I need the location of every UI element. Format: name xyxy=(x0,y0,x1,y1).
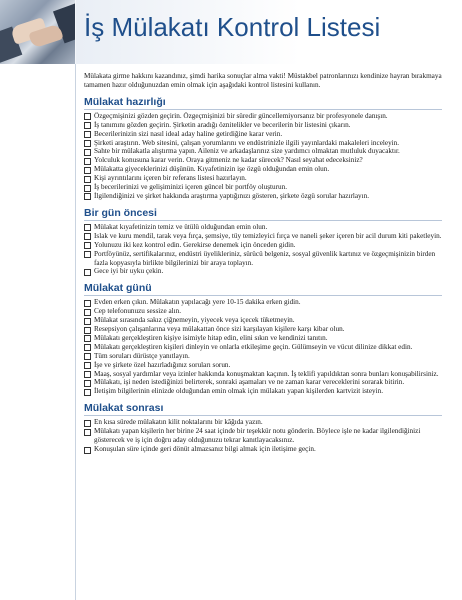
checklist-item xyxy=(84,192,442,201)
checklist-item-text: Mülakatı gerçekleştiren kişileri dinleyin ve onlarla etkileşime geçin. Gülümseyin ve vücut dilinize dikkat edin. xyxy=(94,342,413,351)
checklist-item-text: Islak ve kuru mendil, tarak veya fırça, şemsiye, tüy temizleyici fırça ve naneli şeker içeren bir acil durum kiti paketleyin. xyxy=(94,231,442,240)
checklist-item-text: Şirketi araştırın. Web sitesini, çalışan yorumlarını ve endüstrinizle ilgili yayınlardaki makaleleri inceleyin. xyxy=(94,138,400,147)
checkbox-icon[interactable] xyxy=(84,251,91,258)
handshake-photo xyxy=(0,0,75,64)
checklist-sections xyxy=(84,96,442,454)
checkbox-icon[interactable] xyxy=(84,380,91,387)
checklist-item-text: Yolculuk konusuna karar verin. Oraya gitmeniz ne kadar sürecek? Nasıl seyahat edeceksiniz? xyxy=(94,156,363,165)
checklist-item-text: Portföyünüz, sertifikalarınız, endüstri üyelikleriniz, sürücü belgeniz, sosyal güvenlik kartınız ve özgeçmişinizin birden fazla kopyasıyla birlikte bilgilerinizi bir araya toplayın. xyxy=(94,249,436,267)
checkbox-icon[interactable] xyxy=(84,193,91,200)
checklist-item-text: Evden erken çıkın. Mülakatın yapılacağı yere 10-15 dakika erken gidin. xyxy=(94,298,301,307)
checkbox-icon[interactable] xyxy=(84,447,91,454)
checkbox-icon[interactable] xyxy=(84,185,91,192)
checkbox-icon[interactable] xyxy=(84,149,91,156)
checkbox-icon[interactable] xyxy=(84,309,91,316)
checklist-section xyxy=(84,282,442,396)
checkbox-icon[interactable] xyxy=(84,389,91,396)
checklist-item xyxy=(84,387,442,396)
checkbox-icon[interactable] xyxy=(84,269,91,276)
checklist-item xyxy=(84,174,442,183)
checkbox-icon[interactable] xyxy=(84,429,91,436)
checklist-item-text: Resepsiyon çalışanlarına veya mülakattan önce sizi karşılayan kişilere karşı kibar olun. xyxy=(94,325,345,334)
checklist-item-text: İş tanımını gözden geçirin. Şirketin aradığı öznitelikler ve becerilerin bir listesini çıkarın. xyxy=(94,120,351,129)
checklist-item xyxy=(84,316,442,325)
checklist-item-text: Mülakat kıyafetinizin temiz ve ütülü olduğundan emin olun. xyxy=(94,222,268,231)
checklist-item xyxy=(84,361,442,370)
header-banner xyxy=(0,0,462,64)
checklist-item-text: İşe ve şirkete özel hazırladığınız soruları sorun. xyxy=(94,360,231,369)
checkbox-icon[interactable] xyxy=(84,224,91,231)
checkbox-icon[interactable] xyxy=(84,242,91,249)
checklist-item-text: En kısa sürede mülakatın kilit noktalarını bir kâğıda yazın. xyxy=(94,418,263,427)
section-heading: Mülakat günü xyxy=(84,282,442,296)
checklist-item-text: Tüm soruları dürüstçe yanıtlayın. xyxy=(94,351,190,360)
divider-vertical xyxy=(75,64,76,600)
checkbox-icon[interactable] xyxy=(84,371,91,378)
checklist-item-text: İletişim bilgilerinin elinizde olduğundan emin olmak için mülakatı yapan kişilerden kartvizit isteyin. xyxy=(94,387,384,396)
document-body xyxy=(84,72,442,460)
checklist-item xyxy=(84,156,442,165)
checklist-item-text: Mülakatı gerçekleştiren kişiye isimiyle hitap edin, elini sıkın ve kendinizi tanıtın. xyxy=(94,333,328,342)
checklist-item xyxy=(84,267,442,276)
checklist-item xyxy=(84,250,442,268)
checkbox-icon[interactable] xyxy=(84,176,91,183)
checklist-item-text: Sahte bir mülakatla alıştırma yapın. Aileniz ve arkadaşlarınız size yardımcı olmaktan mutluluk duyacaktır. xyxy=(94,147,400,156)
checkbox-icon[interactable] xyxy=(84,167,91,174)
checklist-item-text: Gece iyi bir uyku çekin. xyxy=(94,267,164,276)
checklist-item-text: Mülakatı, işi neden istediğinizi belirterek, sonraki aşamaları ve ne zaman karar vereceklerini sorarak bitirin. xyxy=(94,378,405,387)
checkbox-icon[interactable] xyxy=(84,233,91,240)
checklist-item xyxy=(84,183,442,192)
checklist-item-text: Yolunuzu iki kez kontrol edin. Gerekirse denemek için önceden gidin. xyxy=(94,240,296,249)
checklist-item xyxy=(84,147,442,156)
checklist xyxy=(84,418,442,454)
checklist-item-text: Konuşulan süre içinde geri dönüt almazsanız bilgi almak için iletişime geçin. xyxy=(94,445,316,453)
checklist-item xyxy=(84,445,442,454)
checklist-item xyxy=(84,352,442,361)
checklist-item xyxy=(84,130,442,139)
checklist xyxy=(84,223,442,276)
checkbox-icon[interactable] xyxy=(84,353,91,360)
checklist-item-text: Maaş, sosyal yardımlar veya izinler hakkında konuşmaktan kaçının. İş teklifi yapıldıktan sonra bunları konuşabilirsiniz. xyxy=(94,369,439,378)
checklist-item xyxy=(84,325,442,334)
checklist-item xyxy=(84,223,442,232)
checklist-item xyxy=(84,343,442,352)
checkbox-icon[interactable] xyxy=(84,158,91,165)
checklist-item-text: Mülakat sırasında sakız çiğnemeyin, yiyecek veya içecek tüketmeyin. xyxy=(94,316,295,325)
checkbox-icon[interactable] xyxy=(84,327,91,334)
checklist-item xyxy=(84,112,442,121)
checklist-item xyxy=(84,298,442,307)
checkbox-icon[interactable] xyxy=(84,318,91,325)
checklist-item xyxy=(84,418,442,427)
checkbox-icon[interactable] xyxy=(84,344,91,351)
checklist-item-text: Mülakatta giyeceklerinizi düşünün. Kıyafetinizin işe özgü olduğundan emin olun. xyxy=(94,165,330,174)
checklist-item xyxy=(84,334,442,343)
section-heading: Mülakat hazırlığı xyxy=(84,96,442,110)
checkbox-icon[interactable] xyxy=(84,140,91,147)
checklist-item-text: Özgeçmişinizi gözden geçirin. Özgeçmişinizi bir süredir güncellemiyorsanız bir profesyonele danışın. xyxy=(94,111,388,120)
checklist-section xyxy=(84,96,442,201)
checkbox-icon[interactable] xyxy=(84,122,91,129)
checkbox-icon[interactable] xyxy=(84,335,91,342)
checkbox-icon[interactable] xyxy=(84,113,91,120)
checklist-item xyxy=(84,232,442,241)
checklist-item-text: Cep telefonunuzu sessize alın. xyxy=(94,307,182,316)
checkbox-icon[interactable] xyxy=(84,362,91,369)
checklist xyxy=(84,298,442,396)
checkbox-icon[interactable] xyxy=(84,300,91,307)
checklist-item-text: Kişi ayrıntılarını içeren bir referans listesi hazırlayın. xyxy=(94,174,247,183)
checklist-item-text: İş becerilerinizi ve gelişiminizi içeren güncel bir portföy oluşturun. xyxy=(94,183,288,192)
checklist-item-text: Mülakatı yapan kişilerin her birine 24 saat içinde bir teşekkür notu gönderin. Böylece işle ne kadar ilgilendiğinizi gösterecek ve iş için doğru aday olduğunuzu tekrar kanıtlayacaksınız. xyxy=(94,427,421,445)
page-title: İş Mülakatı Kontrol Listesi xyxy=(84,12,381,42)
checklist-item xyxy=(84,427,442,445)
section-heading: Bir gün öncesi xyxy=(84,207,442,221)
checklist-item-text: İlgilendiğinizi ve şirket hakkında araştırma yaptığınızı gösteren, şirkete özgü sorular hazırlayın. xyxy=(94,191,370,200)
checkbox-icon[interactable] xyxy=(84,131,91,138)
checklist-item xyxy=(84,241,442,250)
checklist-section xyxy=(84,207,442,276)
intro-paragraph: Mülakata girme hakkını kazandınız, şimdi harika sonuçlar alma vakti! Müstakbel patronlarınızı kendinize hayran bırakmaya tamamen hazır olduğunuzdan emin olmak için aşağıdaki kontrol listesini kullanın. xyxy=(84,72,442,90)
checklist-item xyxy=(84,307,442,316)
checklist-item xyxy=(84,121,442,130)
checklist-item xyxy=(84,165,442,174)
checklist-item xyxy=(84,139,442,148)
checklist-item-text: Becerilerinizin sizi nasıl ideal aday haline getirdiğine karar verin. xyxy=(94,129,283,138)
checkbox-icon[interactable] xyxy=(84,420,91,427)
section-heading: Mülakat sonrası xyxy=(84,402,442,416)
checklist-item xyxy=(84,370,442,379)
checklist-section xyxy=(84,402,442,454)
checklist xyxy=(84,112,442,201)
